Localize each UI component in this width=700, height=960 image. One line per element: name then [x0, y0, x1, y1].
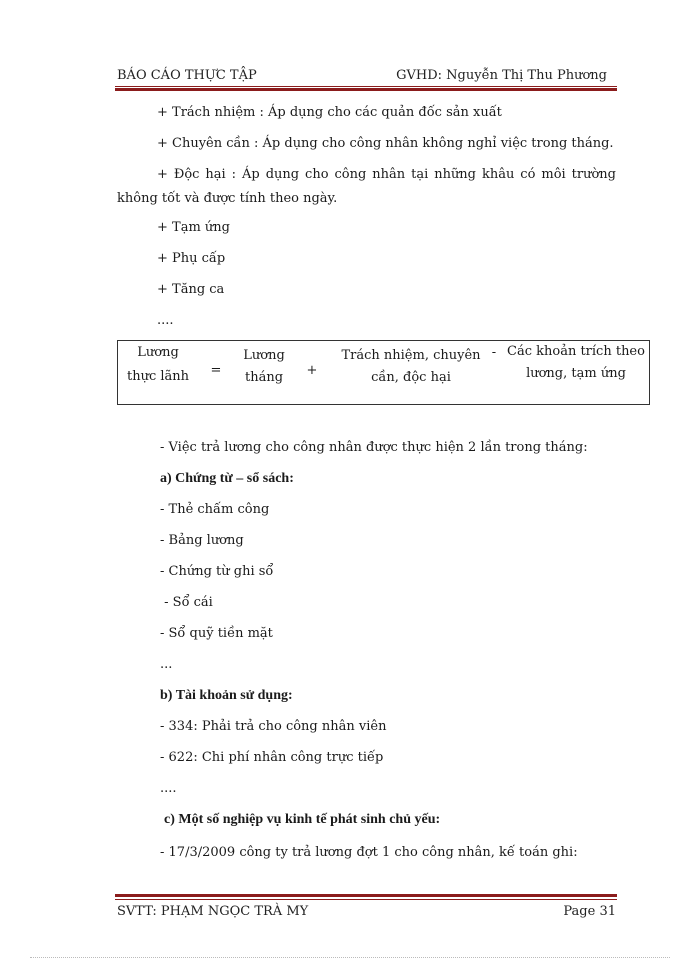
list-item: - 334: Phải trả cho công nhân viên	[160, 719, 387, 734]
formula-base-line2: tháng	[244, 370, 284, 385]
formula-deduct-line1: Các khoản trích theo	[507, 344, 645, 359]
formula-plus: +	[306, 363, 318, 378]
allowance-subsidy: + Phụ cấp	[157, 251, 226, 266]
allowance-ellipsis: ....	[157, 313, 174, 328]
formula-net-line2: thực lãnh	[126, 369, 190, 384]
allowance-advance: + Tạm ứng	[157, 220, 230, 235]
salary-formula-box	[117, 340, 650, 405]
allowance-diligence: + Chuyên cần : Áp dụng cho công nhân không nghỉ việc trong tháng.	[157, 136, 614, 151]
formula-base-line1: Lương	[243, 348, 285, 363]
header-rule-thick	[115, 88, 617, 91]
list-item: - Sổ cái	[160, 595, 213, 610]
list-item: - Chứng từ ghi sổ	[160, 564, 274, 579]
list-item: - 17/3/2009 công ty trả lương đợt 1 cho công nhân, kế toán ghi:	[160, 845, 578, 860]
section-a-title: a) Chứng từ – sổ sách:	[160, 471, 294, 486]
formula-deduct-line2: lương, tạm ứng	[526, 366, 626, 381]
page-bottom-divider	[30, 957, 670, 958]
formula-bonus-line1: Trách nhiệm, chuyên	[341, 348, 481, 363]
section-b-title: b) Tài khoản sử dụng:	[160, 688, 293, 703]
footer-rule-thick	[115, 894, 617, 897]
section-c-title: c) Một số nghiệp vụ kinh tế phát sinh chủ yếu:	[164, 812, 441, 827]
list-item: ....	[160, 781, 177, 796]
allowance-responsibility: + Trách nhiệm : Áp dụng cho các quản đốc sản xuất	[157, 105, 502, 120]
formula-net-line1: Lương	[137, 345, 179, 360]
formula-bonus	[336, 345, 486, 389]
pay-schedule-note: - Việc trả lương cho công nhân được thực hiện 2 lần trong tháng:	[160, 440, 588, 455]
header-report-title: BÁO CÁO THỰC TẬP	[117, 68, 257, 83]
header-advisor: GVHD: Nguyễn Thị Thu Phương	[396, 68, 607, 83]
list-item: - 622: Chi phí nhân công trực tiếp	[160, 750, 384, 765]
formula-equals: =	[210, 363, 222, 378]
formula-deductions	[502, 341, 650, 385]
formula-minus: -	[491, 345, 497, 360]
formula-net-salary	[118, 341, 198, 389]
allowance-overtime: + Tăng ca	[157, 282, 225, 297]
formula-bonus-line2: cần, độc hại	[371, 370, 451, 385]
list-item: - Sổ quỹ tiền mặt	[160, 626, 273, 641]
header-rule-thin	[115, 86, 617, 87]
formula-base-salary	[234, 345, 294, 389]
footer-page-number: Page 31	[563, 904, 616, 919]
footer-student: SVTT: PHẠM NGỌC TRÀ MY	[117, 904, 309, 919]
list-item: - Thẻ chấm công	[160, 502, 270, 517]
allowance-hazard: + Độc hại : Áp dụng cho công nhân tại những khâu có môi trường không tốt và được tính theo ngày.	[117, 167, 616, 206]
footer-rule-thin	[115, 899, 617, 900]
list-item: ...	[160, 657, 173, 672]
list-item: - Bảng lương	[160, 533, 244, 548]
